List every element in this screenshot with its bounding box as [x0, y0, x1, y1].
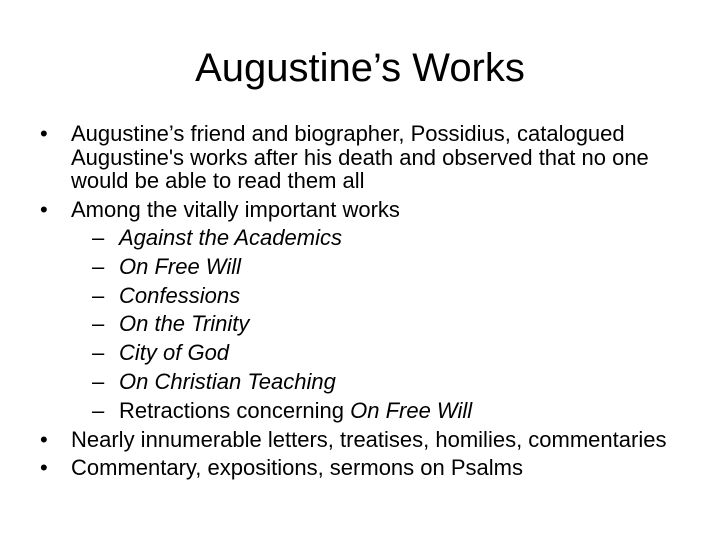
work-item: [92, 284, 710, 308]
dash-icon: –: [92, 225, 105, 250]
dash-icon: –: [92, 253, 105, 279]
dash-icon: –: [92, 311, 105, 337]
work-title: On the Trinity: [119, 311, 250, 337]
work-item: [92, 226, 710, 250]
work-item: [92, 255, 710, 279]
bullet-text: Commentary, expositions, sermons on Psalms: [71, 455, 523, 481]
work-title: On Free Will: [119, 253, 242, 279]
bullet-icon: •: [40, 121, 48, 146]
works-list: [92, 226, 710, 422]
work-title: Confessions: [119, 282, 241, 308]
slide-title: Augustine’s Works: [195, 46, 525, 90]
dash-icon: –: [92, 340, 105, 366]
dash-icon: –: [92, 282, 105, 308]
bullet-important-works: [40, 198, 710, 222]
work-title: City of God: [119, 340, 230, 366]
bullet-letters: [40, 428, 710, 452]
dash-icon: –: [92, 397, 105, 423]
bullet-psalms: [40, 456, 710, 480]
slide-body: [40, 122, 710, 485]
dash-icon: –: [92, 368, 105, 394]
work-item: [92, 370, 710, 394]
work-title: On Free Will: [350, 397, 473, 423]
bullet-icon: •: [40, 455, 48, 481]
work-prefix: Retractions concerning: [119, 397, 351, 423]
work-item: [92, 341, 710, 365]
bullet-icon: •: [40, 196, 48, 222]
bullet-icon: •: [40, 426, 48, 452]
bullet-text: Augustine’s friend and biographer, Possidius, catalogued Augustine's works after his death and observed that no one would be able to read them all: [71, 121, 649, 193]
work-title: Against the Academics: [119, 225, 342, 250]
work-item: [92, 312, 710, 336]
bullet-text: Nearly innumerable letters, treatises, homilies, commentaries: [71, 426, 667, 452]
bullet-possidius: [40, 122, 710, 193]
work-title: On Christian Teaching: [119, 368, 336, 394]
bullet-text: Among the vitally important works: [71, 196, 400, 222]
work-item: [92, 399, 710, 423]
